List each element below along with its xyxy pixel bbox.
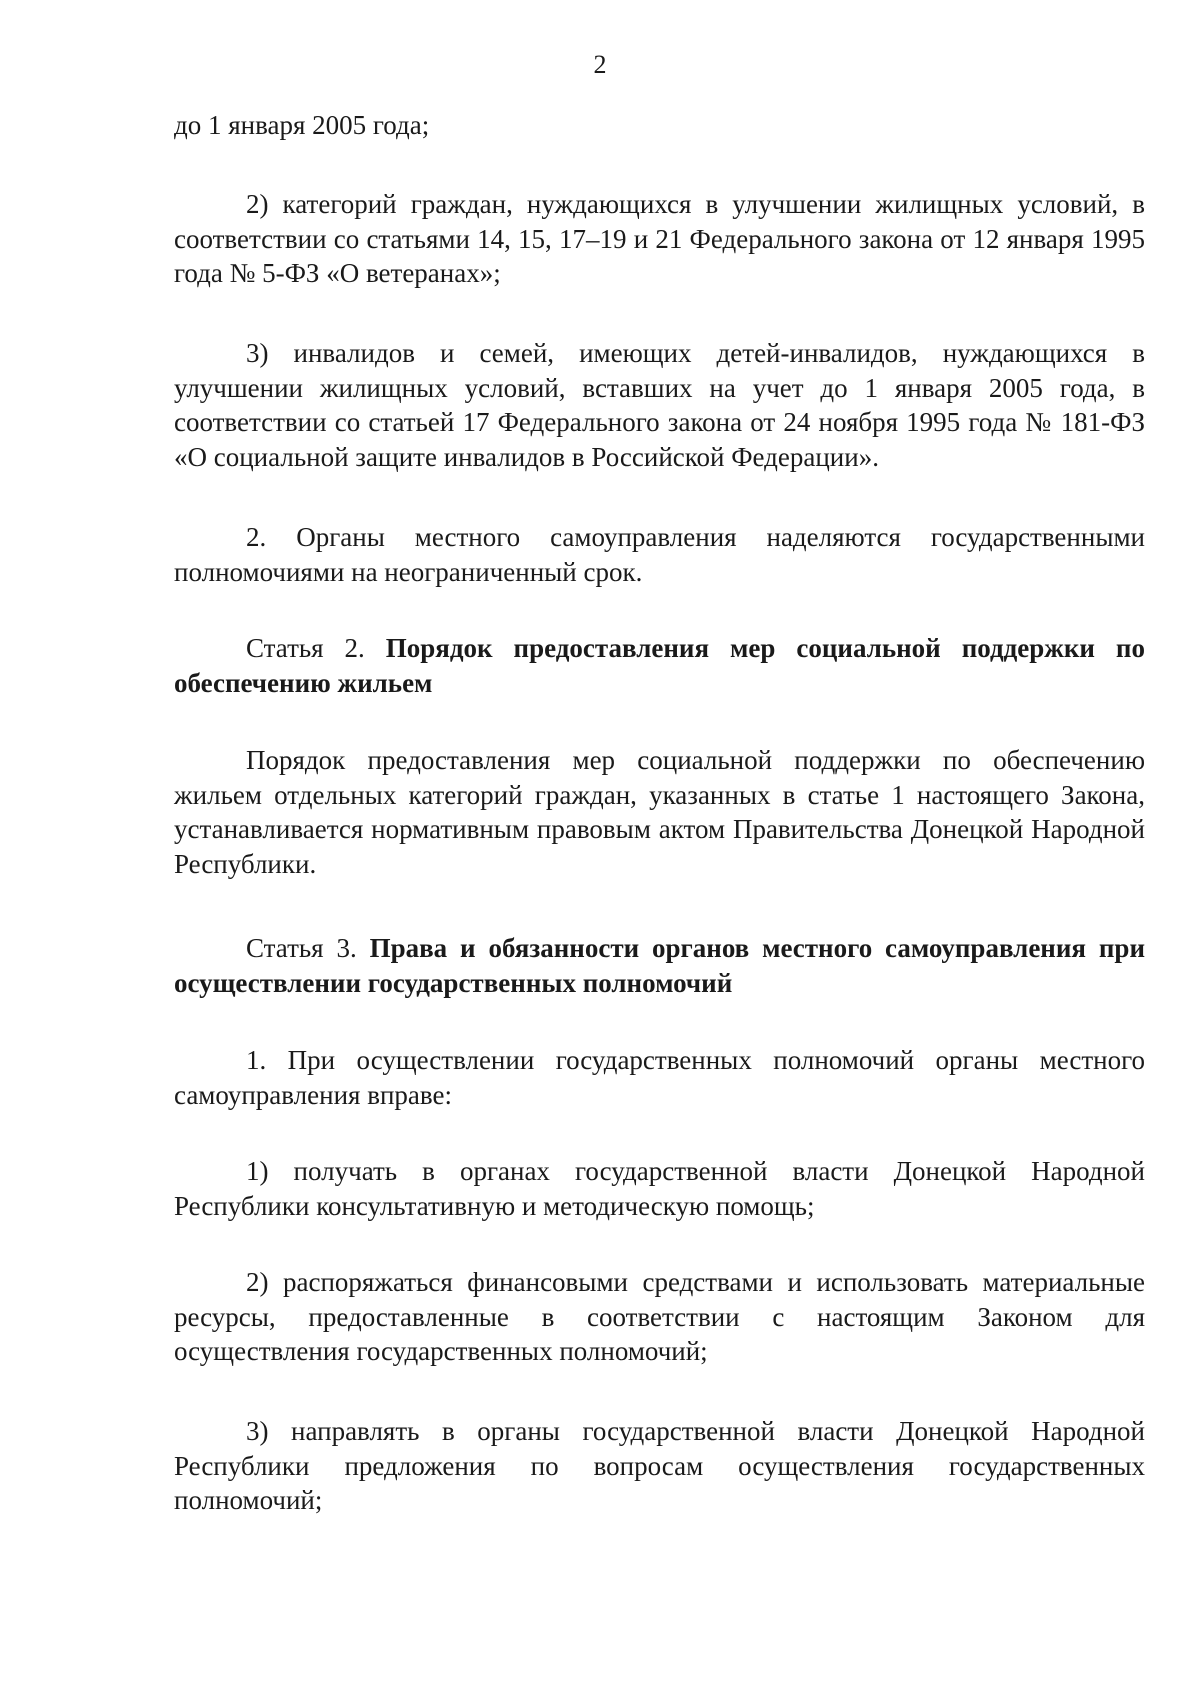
- paragraph-right-3: 3) направлять в органы государственной власти Донецкой Народной Республики предложения по вопросам осуществления государственных полномочий;: [174, 1416, 1145, 1515]
- paragraph-continuation: до 1 января 2005 года;: [174, 110, 430, 140]
- paragraph-item-3-disabled: 3) инвалидов и семей, имеющих детей-инвалидов, нуждающихся в улучшении жилищных условий, вставших на учет до 1 января 2005 года, в соответствии со статьей 17 Федерального закона от 24 ноября 1995 года № 181-ФЗ «О социальной защите инвалидов в Российской Федерации».: [174, 338, 1145, 472]
- paragraph-right-1: 1) получать в органах государственной власти Донецкой Народной Республики консультативную и методическую помощь;: [174, 1156, 1145, 1221]
- paragraph-article-2-body: Порядок предоставления мер социальной поддержки по обеспечению жильем отдельных категорий граждан, указанных в статье 1 настоящего Закона, устанавливается нормативным правовым актом Правительства Донецкой Народной Республики.: [174, 745, 1145, 879]
- article-3-heading: [174, 931, 1145, 1000]
- paragraph-clause-2: 2. Органы местного самоуправления наделяются государственными полномочиями на неограниченный срок.: [174, 522, 1145, 587]
- paragraph-right-2: 2) распоряжаться финансовыми средствами и использовать материальные ресурсы, предоставленные в соответствии с настоящим Законом для осуществления государственных полномочий;: [174, 1267, 1145, 1366]
- article-2-title: Порядок предоставления мер социальной поддержки по обеспечению жильем: [174, 633, 1145, 698]
- paragraph-item-2-veterans: 2) категорий граждан, нуждающихся в улучшении жилищных условий, в соответствии со статьями 14, 15, 17–19 и 21 Федерального закона от 12 января 1995 года № 5-ФЗ «О ветеранах»;: [174, 189, 1145, 288]
- article-3-title: Права и обязанности органов местного самоуправления при осуществлении государственных полномочий: [174, 933, 1146, 998]
- page-number: 2: [593, 50, 607, 79]
- paragraph-clause-1: 1. При осуществлении государственных полномочий органы местного самоуправления вправе:: [174, 1045, 1145, 1110]
- article-2-heading: [174, 631, 1145, 700]
- article-2-prefix: Статья 2.: [246, 633, 365, 663]
- article-3-prefix: Статья 3.: [246, 933, 357, 963]
